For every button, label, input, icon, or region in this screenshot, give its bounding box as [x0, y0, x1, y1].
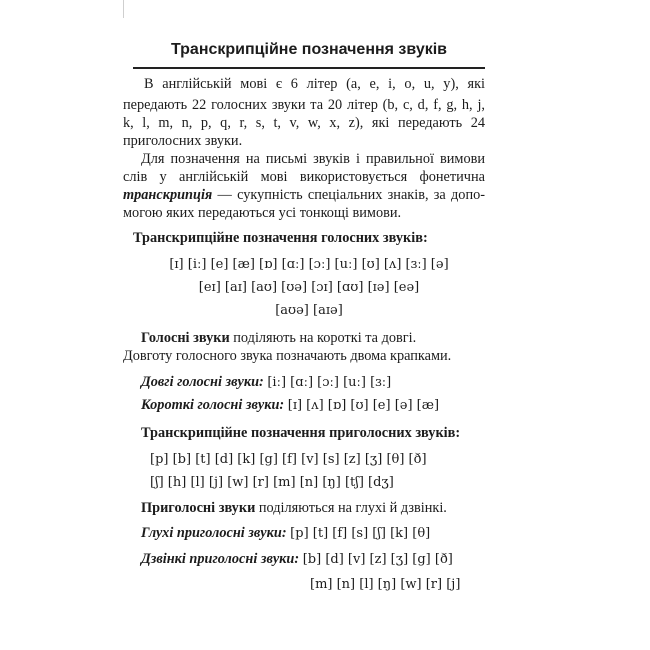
consonants-row-2: [ʃ] [h] [l] [j] [w] [r] [m] [n] [ŋ] [tʃ] [dʒ] — [150, 475, 394, 490]
voiced-values-1: [b] [d] [v] [z] [ʒ] [g] [ð] — [302, 552, 453, 567]
voiceless-consonants-row — [141, 524, 430, 543]
intro-line-2: передають 22 голосних звуки та 20 літер (b, c, d, f, g, h, j, — [123, 97, 485, 113]
vowels-note-line-2: Довготу голосного звука позначають двома крапками. — [123, 348, 452, 364]
short-vowels-row — [141, 396, 439, 415]
consonants-note — [141, 499, 447, 517]
consonants-row-1: [p] [b] [t] [d] [k] [g] [f] [v] [s] [z] [ʒ] [θ] [ð] — [150, 452, 427, 467]
definition-line-3: транскрипція — сукупність спеціальних знаків, за допо- — [123, 187, 485, 203]
voiced-label: Дзвінкі приголосні звуки: — [141, 551, 300, 567]
short-vowels-label: Короткі голосні звуки: — [141, 397, 285, 413]
page-fold-line — [123, 0, 124, 18]
vowels-heading: Транскрипційне позначення голосних звуків: — [133, 230, 428, 246]
short-vowels-values: [ɪ] [ʌ] [ɒ] [ʊ] [e] [ə] [æ] — [287, 398, 440, 413]
vowels-note-rest: поділяють на короткі та довгі. — [229, 330, 417, 346]
vowels-row-1: [ɪ] [iː] [e] [æ] [ɒ] [ɑː] [ɔː] [uː] [ʊ] [ʌ] [ɜː] [ə] — [169, 257, 449, 272]
vowels-note-line-1 — [141, 329, 416, 347]
definition-line-2: слів у англійській мові використовується фонетична — [123, 169, 485, 185]
title-underline — [133, 67, 485, 69]
long-vowels-row — [141, 373, 391, 392]
consonants-heading: Транскрипційне позначення приголосних звуків: — [141, 425, 461, 441]
vowels-row-2: [eɪ] [aɪ] [aʊ] [ʊə] [ɔɪ] [ɑʊ] [ɪə] [eə] — [198, 280, 420, 295]
long-vowels-label: Довгі голосні звуки: — [141, 374, 264, 390]
intro-line-1: В англійській мові є 6 літер (a, e, i, o, u, y), які — [144, 76, 485, 92]
vowels-note-term: Голосні звуки — [141, 330, 230, 346]
voiceless-label: Глухі приголосні звуки: — [141, 525, 287, 541]
voiced-values-2: [m] [n] [l] [ŋ] [w] [r] [j] — [310, 577, 461, 592]
page-title: Транскрипційне позначення звуків — [170, 41, 448, 58]
voiced-consonants-row — [141, 550, 453, 569]
consonants-note-rest: поділяються на глухі й дзвінкі. — [255, 500, 447, 516]
definition-line-1: Для позначення на письмі звуків і правильної вимови — [141, 151, 485, 167]
definition-line-4: могою яких передаються усі тонкощі вимови. — [123, 205, 402, 221]
intro-line-4: приголосних звуки. — [123, 133, 243, 149]
intro-line-3: k, l, m, n, p, q, r, s, t, v, w, x, z), які передають 24 — [123, 115, 485, 131]
vowels-row-3: [aʊə] [aɪə] — [275, 303, 343, 318]
long-vowels-values: [iː] [ɑː] [ɔː] [uː] [ɜː] — [267, 375, 392, 390]
voiceless-values: [p] [t] [f] [s] [ʃ] [k] [θ] — [290, 526, 431, 541]
consonants-note-term: Приголосні звуки — [141, 500, 256, 516]
definition-term: транскрипція — [123, 187, 213, 203]
